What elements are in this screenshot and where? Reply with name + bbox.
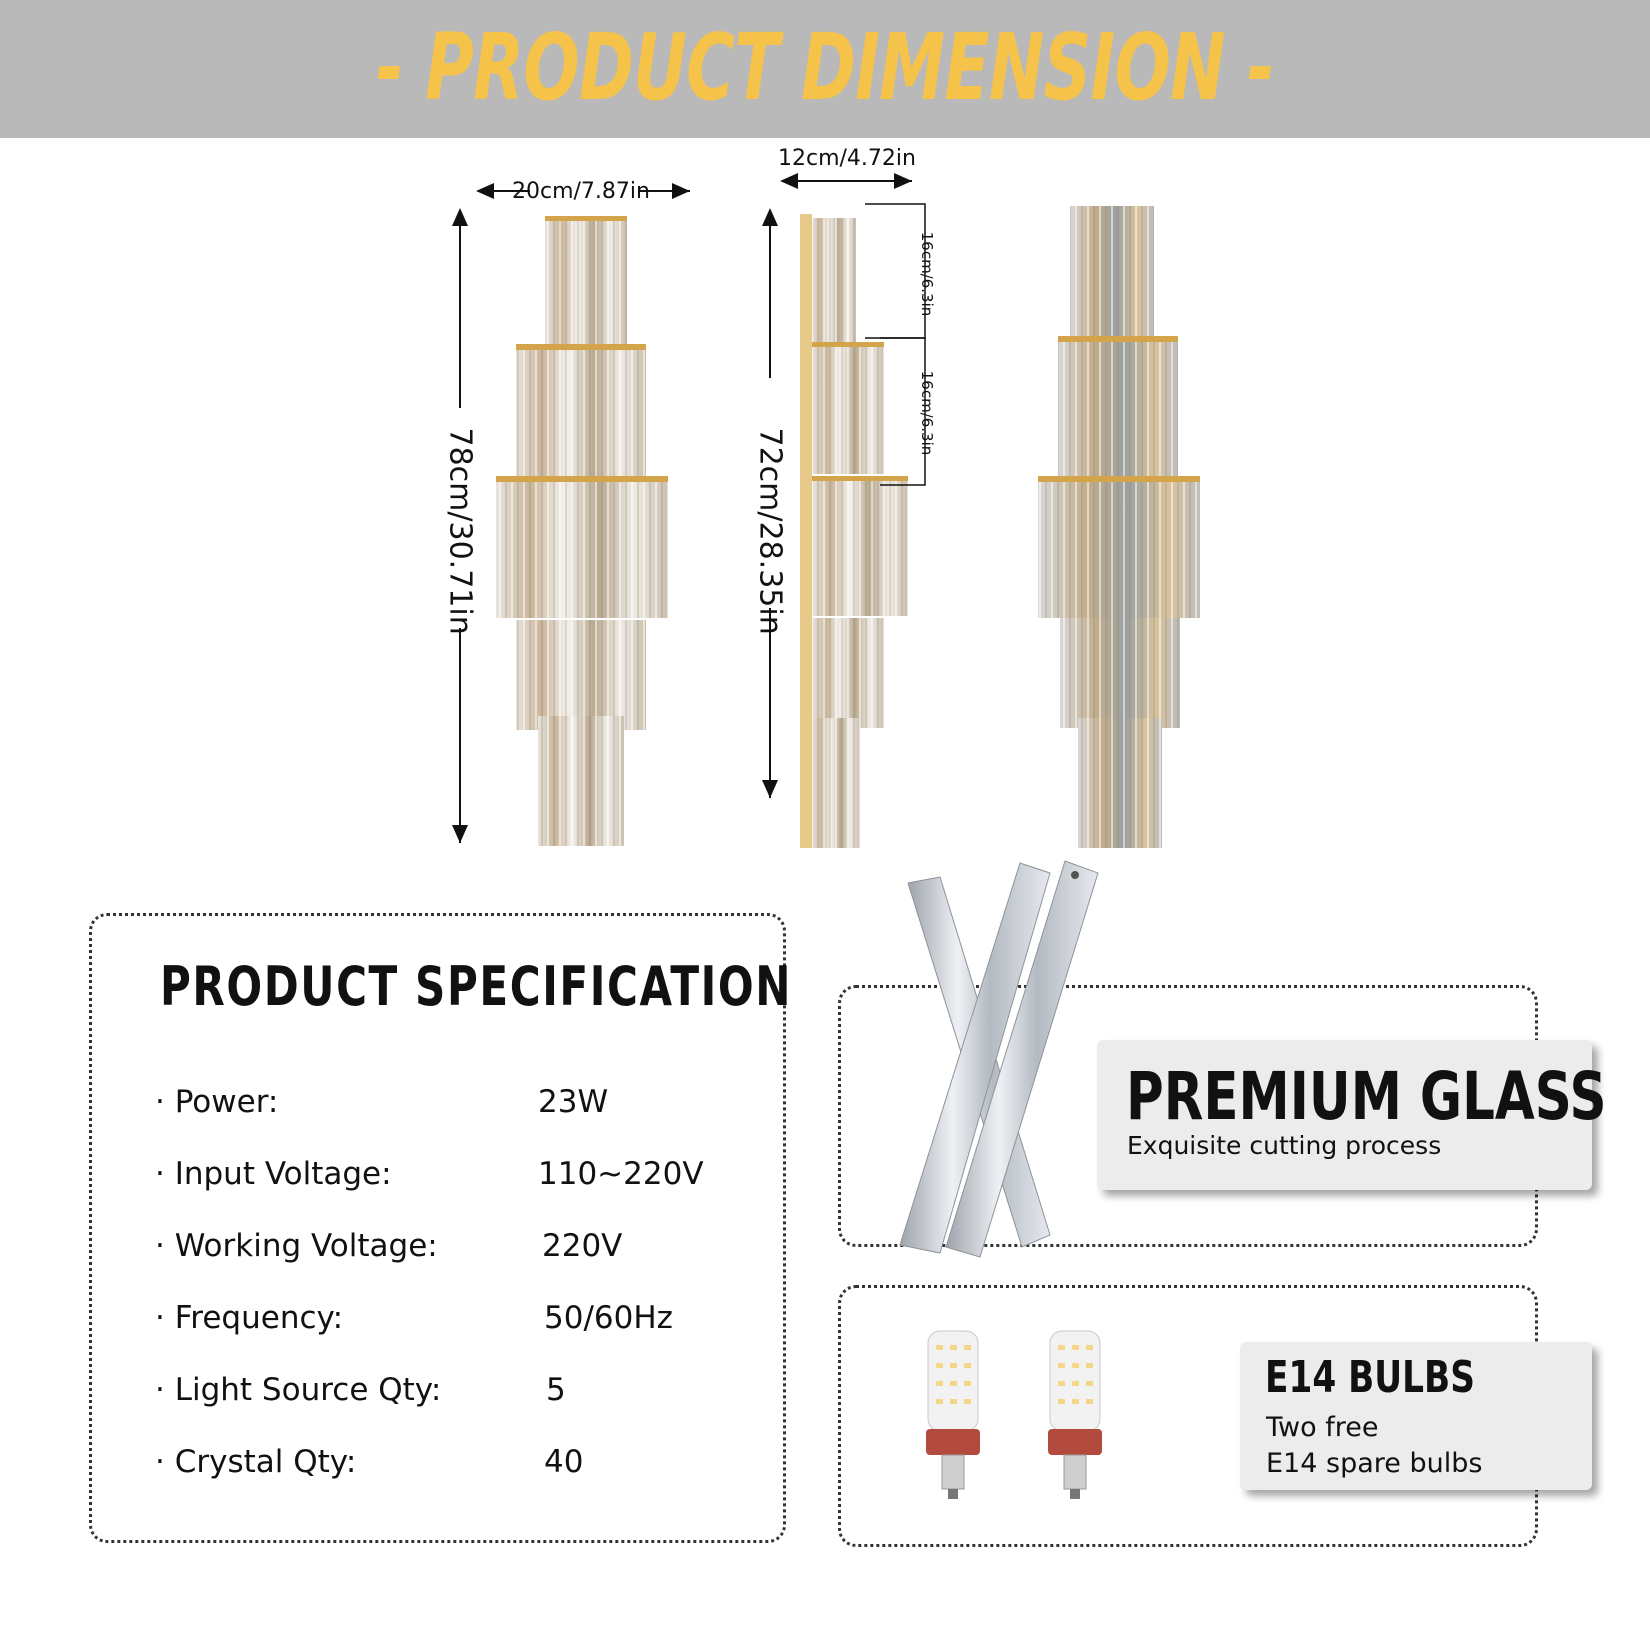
glass-feature-title: PREMIUM GLASS	[1126, 1058, 1607, 1135]
middle-segment-label: 16cm/6.3in	[918, 370, 936, 456]
front-width-label: 20cm/7.87in	[512, 179, 650, 204]
banner-title: - PRODUCT DIMENSION -	[376, 14, 1274, 121]
bulb-icon-left	[926, 1331, 980, 1499]
spec-title: PRODUCT SPECIFICATION	[160, 955, 793, 1018]
spec-value-power: 23W	[538, 1084, 609, 1120]
bulbs-feature-line1: Two free	[1266, 1412, 1379, 1443]
side-depth-label: 12cm/4.72in	[778, 146, 916, 171]
angled-lamp-illustration	[1038, 206, 1200, 848]
dimension-diagram	[0, 138, 1650, 858]
crystal-prism-image	[880, 855, 1120, 1265]
bulbs-feature-line2: E14 spare bulbs	[1266, 1448, 1483, 1479]
bulbs-feature-title: E14 BULBS	[1265, 1352, 1475, 1403]
spec-label-power: · Power:	[155, 1084, 279, 1120]
side-lamp-illustration	[800, 214, 908, 848]
spare-bulbs-image	[920, 1325, 1120, 1515]
side-height-label: 72cm/28.35in	[752, 427, 788, 635]
spec-label-working-voltage: · Working Voltage:	[155, 1228, 438, 1264]
front-lamp-illustration	[496, 216, 668, 846]
spec-value-light-source-qty: 5	[546, 1372, 566, 1408]
spec-value-crystal-qty: 40	[544, 1444, 584, 1480]
glass-feature-subtitle: Exquisite cutting process	[1127, 1131, 1442, 1160]
spec-label-crystal-qty: · Crystal Qty:	[155, 1444, 357, 1480]
spec-value-frequency: 50/60Hz	[544, 1300, 673, 1336]
spec-label-light-source-qty: · Light Source Qty:	[155, 1372, 442, 1408]
spec-value-working-voltage: 220V	[542, 1228, 623, 1264]
bulb-icon-right	[1048, 1331, 1102, 1499]
header-banner	[0, 0, 1650, 138]
spec-label-frequency: · Frequency:	[155, 1300, 344, 1336]
spec-label-input-voltage: · Input Voltage:	[155, 1156, 392, 1192]
spec-value-input-voltage: 110~220V	[538, 1156, 704, 1192]
front-height-label: 78cm/30.71in	[442, 427, 478, 635]
upper-segment-label: 16cm/6.3in	[918, 231, 936, 317]
